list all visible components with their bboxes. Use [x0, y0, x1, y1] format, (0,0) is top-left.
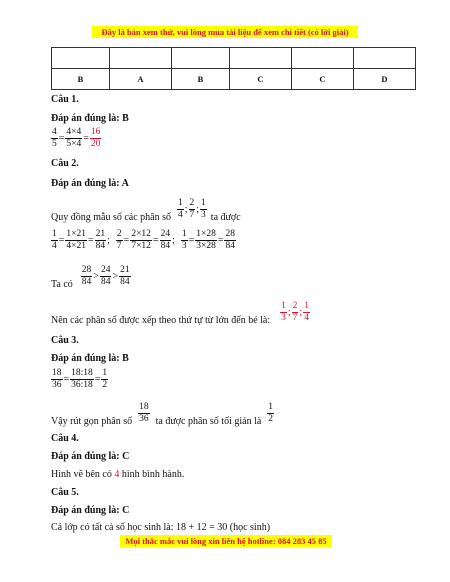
- q3-title: Câu 3.: [51, 335, 79, 346]
- q1-title: Câu 1.: [51, 94, 79, 105]
- q3-conclusion: Vậy rút gọn phân số $\frac{18}{36}$ ta được phân số tối giản là $\frac{1}{2}$: [51, 402, 274, 427]
- q4-text: Hình vẽ bên có 4 hình bình hành.: [51, 469, 185, 480]
- hotline-banner: Mọi thắc mắc vui lòng xin liên hệ hotline: 084 283 45 85: [120, 535, 332, 547]
- preview-banner: Đây là bản xem thử, vui lòng mua tài liệu để xem chi tiết (có lời giải): [92, 26, 358, 38]
- q2-answer: Đáp án đúng là: A: [51, 178, 129, 189]
- q5-answer: Đáp án đúng là: C: [51, 505, 130, 516]
- table-row: [52, 48, 416, 69]
- answer-cell: B: [171, 69, 229, 90]
- q5-title: Câu 5.: [51, 487, 79, 498]
- q2-intro: Quy đồng mẫu số các phân số $\frac{1}{4}$ ; $\frac{2}{7}$ ; $\frac{1}{3}$ ta được: [51, 198, 241, 223]
- q1-answer: Đáp án đúng là: B: [51, 113, 129, 124]
- answer-table: [51, 47, 416, 90]
- answer-cell: A: [109, 69, 171, 90]
- q2-order: Nên các phân số được xếp theo thứ tự từ lớn đến bé là: $\frac{1}{3}$ ; $\frac{2}{7}$ ; $\frac{1}{4}$: [51, 301, 309, 326]
- table-row: [52, 69, 416, 90]
- q4-answer: Đáp án đúng là: C: [51, 451, 130, 462]
- q5-text: Cả lớp có tất cả số học sinh là: 18 + 12 = 30 (học sinh): [51, 522, 271, 533]
- q2-equations: $\frac{1}{4}$ = $\frac{1\times 21}{4\times 21}$ = $\frac{21}{84}$ ; $\frac{2}{7}$ = $\frac{2\times 12}{7\times 12}$ = $\frac{24}{84}$ ; $\frac{1}{3}$ = $\frac{1\times 28}{3\times 28}$ = $\frac{28}{84}$: [52, 229, 235, 251]
- q2-compare: Ta có $\frac{28}{84}$ > $\frac{24}{84}$ > $\frac{21}{84}$: [51, 265, 130, 290]
- answer-cell: B: [52, 69, 110, 90]
- q3-equation: $\frac{18}{36}$ = $\frac{18:18}{36:18}$ = $\frac{1}{2}$: [52, 368, 108, 390]
- answer-cell: C: [229, 69, 291, 90]
- answer-cell: C: [291, 69, 353, 90]
- answer-cell: D: [353, 69, 415, 90]
- q4-title: Câu 4.: [51, 433, 79, 444]
- q1-equation: $\frac{4}{5}$ = $\frac{4\times 4}{5\times 4}$ = $\frac{16}{20}$: [52, 127, 101, 149]
- q2-title: Câu 2.: [51, 158, 79, 169]
- q3-answer: Đáp án đúng là: B: [51, 353, 129, 364]
